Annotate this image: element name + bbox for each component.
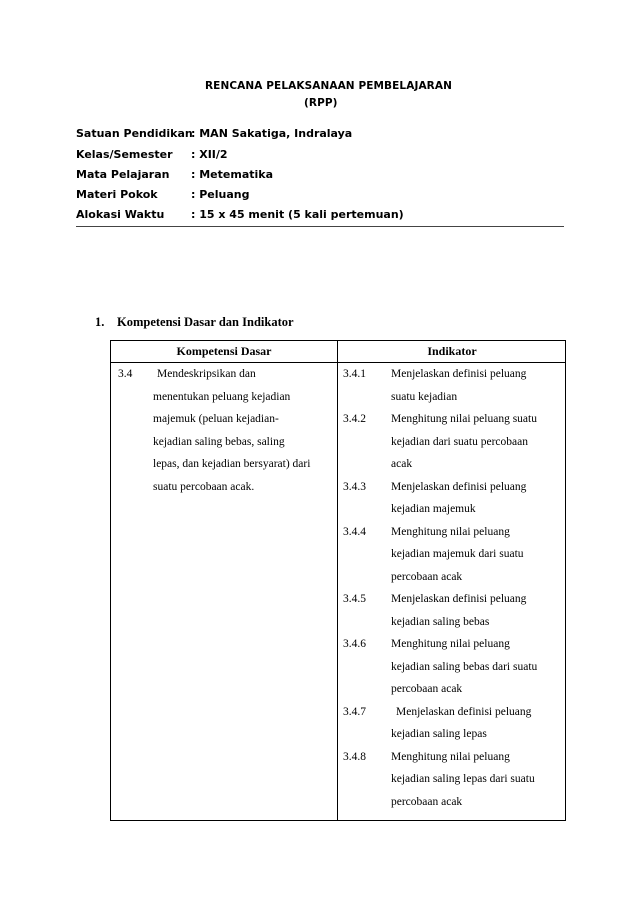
indicator-text-line: acak [391,458,413,470]
indicator-text-line: kejadian dari suatu percobaan [391,436,528,448]
identity-label: Alokasi Waktu [76,208,165,221]
indicator-text-line: Menjelaskan definisi peluang [391,593,527,605]
identity-value: : XII/2 [191,148,228,161]
indicator-number: 3.4.1 [343,368,366,380]
header-divider [76,226,564,227]
header-row-divider [111,362,565,363]
identity-label: Kelas/Semester [76,148,173,161]
indicator-text-line: percobaan acak [391,571,463,583]
indicator-text-line: Menghitung nilai peluang suatu [391,413,537,425]
kd-text-line: suatu percobaan acak. [153,481,255,493]
indicator-text-line: Menghitung nilai peluang [391,751,510,763]
indicator-text-line: Menjelaskan definisi peluang [396,706,532,718]
identity-label: Satuan Pendidikan [76,127,193,140]
column-divider [337,341,338,820]
kd-text-line: Mendeskripsikan dan [157,368,256,380]
indicator-text-line: percobaan acak [391,796,463,808]
identity-value: : 15 x 45 menit (5 kali pertemuan) [191,208,404,221]
indicator-number: 3.4.4 [343,526,366,538]
kd-number: 3.4 [118,368,133,380]
identity-label: Materi Pokok [76,188,158,201]
kd-indikator-table [110,340,566,821]
indicator-text-line: kejadian saling lepas dari suatu [391,773,535,785]
indicator-number: 3.4.6 [343,638,366,650]
kd-text-line: majemuk (peluan kejadian- [153,413,279,425]
section-title: Kompetensi Dasar dan Indikator [117,315,294,329]
indicator-number: 3.4.8 [343,751,366,763]
identity-value: : Metematika [191,168,274,181]
indicator-number: 3.4.5 [343,593,366,605]
indicator-text-line: suatu kejadian [391,391,458,403]
indicator-text-line: Menghitung nilai peluang [391,638,510,650]
kd-text-line: menentukan peluang kejadian [153,391,291,403]
indicator-text-line: kejadian majemuk [391,503,476,515]
indicator-number: 3.4.3 [343,481,366,493]
indicator-text-line: kejadian saling lepas [391,728,487,740]
indicator-text-line: Menghitung nilai peluang [391,526,510,538]
document-title-line2: (RPP) [304,97,338,109]
indicator-text-line: percobaan acak [391,683,463,695]
column-header-indikator: Indikator [427,344,477,358]
identity-label: Mata Pelajaran [76,168,170,181]
identity-value: : MAN Sakatiga, Indralaya [191,127,353,140]
indicator-text-line: kejadian majemuk dari suatu [391,548,524,560]
kd-text-line: lepas, dan kejadian bersyarat) dari [153,458,311,470]
indicator-text-line: kejadian saling bebas dari suatu [391,661,538,673]
document-title-line1: RENCANA PELAKSANAAN PEMBELAJARAN [205,80,452,92]
kd-text-line: kejadian saling bebas, saling [153,436,285,448]
section-number: 1. [95,315,105,329]
indicator-text-line: kejadian saling bebas [391,616,490,628]
indicator-text-line: Menjelaskan definisi peluang [391,481,527,493]
indicator-number: 3.4.2 [343,413,366,425]
column-header-kompetensi-dasar: Kompetensi Dasar [176,344,272,358]
indicator-number: 3.4.7 [343,706,366,718]
indicator-text-line: Menjelaskan definisi peluang [391,368,527,380]
identity-value: : Peluang [191,188,250,201]
